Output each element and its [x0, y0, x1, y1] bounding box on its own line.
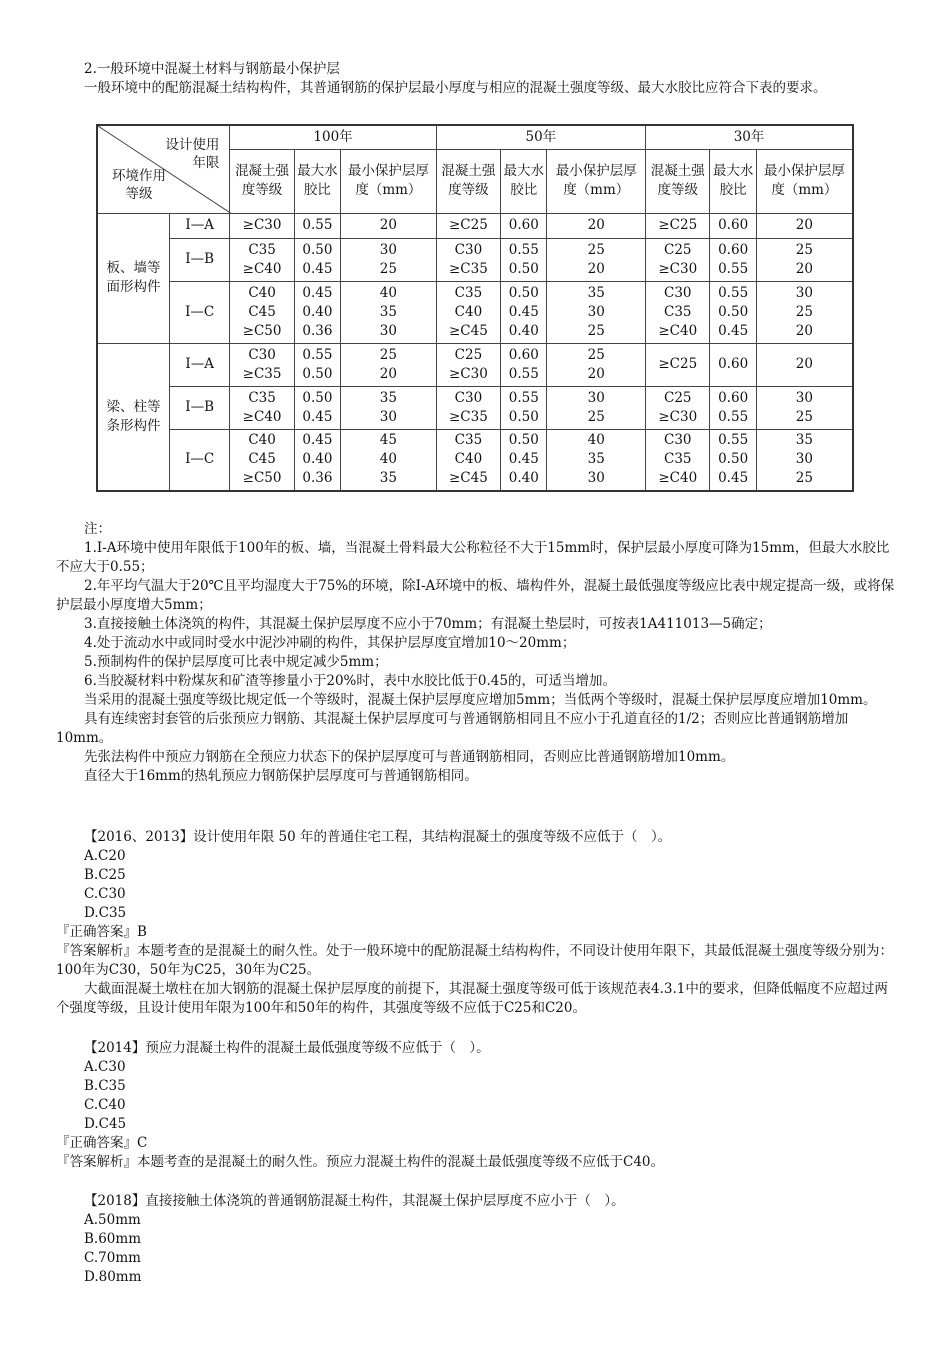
cell-line: C35 [248, 241, 276, 258]
question-option: B.C25 [84, 867, 126, 883]
note-paragraph: 直径大于16mm的热轧预应力钢筋保护层厚度可与普通钢筋相同。 [84, 768, 478, 784]
cell-line: ≥C45 [449, 470, 488, 487]
table-row [97, 213, 853, 238]
value-cell [501, 213, 547, 238]
cell-line: 0.50 [302, 365, 333, 382]
cell-line: 0.55 [302, 346, 333, 363]
value-cell [294, 386, 340, 429]
question-option: D.80mm [84, 1269, 142, 1285]
cell-line: C25 [664, 241, 692, 258]
cell-line: 0.45 [302, 408, 333, 425]
value-cell [756, 281, 853, 343]
cell-line: ≥C50 [242, 470, 282, 487]
correct-answer: 『正确答案』B [56, 924, 147, 940]
question-option: C.C40 [84, 1097, 126, 1113]
value-cell [436, 343, 500, 386]
cell-line: 0.40 [508, 322, 539, 339]
cell-line: 0.45 [508, 451, 539, 468]
notes-title: 注： [84, 521, 111, 537]
value-cell [547, 429, 646, 491]
note-item: 4.处于流动水中或同时受水中泥沙冲刷的构件，其保护层厚度宜增加10～20mm； [84, 635, 576, 651]
period-header: 30年 [646, 125, 853, 149]
value-cell [756, 429, 853, 491]
value-cell [710, 238, 756, 281]
question-option: A.C20 [84, 848, 126, 864]
table-row [97, 343, 853, 386]
value-cell [710, 386, 756, 429]
value-cell [710, 429, 756, 491]
cell-line: 0.50 [508, 260, 539, 277]
cell-line: C45 [248, 451, 276, 468]
value-cell [756, 213, 853, 238]
note-item: 6.当胶凝材料中粉煤灰和矿渣等掺量小于20%时，表中水胶比低于0.45的，可适当增加。 [84, 673, 616, 689]
cell-line: 0.60 [718, 356, 749, 372]
answer-analysis: 『答案解析』本题考查的是混凝土的耐久性。处于一般环境中的配筋混凝土结构构件，不同设计使用年限下，其最低混凝土强度等级分别为：100年为C30，50年为C25，30年为C25。 [56, 943, 893, 978]
question-stem: 【2016、2013】设计使用年限 50 年的普通住宅工程，其结构混凝土的强度等级不应低于（ ）。 [84, 829, 672, 845]
cell-line: 0.45 [718, 322, 749, 339]
cell-line: 0.36 [302, 470, 333, 487]
note-item: 3.直接接触土体浇筑的构件，其混凝土保护层厚度不应小于70mm；有混凝土垫层时，可按表1A411013—5确定； [84, 616, 772, 632]
cell-line: C45 [248, 303, 276, 320]
cell-line: 35 [795, 432, 813, 449]
cell-line: 30 [379, 408, 397, 425]
value-cell [436, 386, 500, 429]
value-cell [547, 343, 646, 386]
cell-line: 0.55 [302, 217, 333, 233]
cell-line: C35 [664, 451, 692, 468]
cell-line: C35 [454, 284, 483, 301]
cell-line: C30 [664, 432, 692, 449]
cell-line: ≥C45 [449, 322, 488, 339]
period-header: 50年 [436, 125, 645, 149]
question-stem: 【2018】直接接触土体浇筑的普通钢筋混凝土构件，其混凝土保护层厚度不应小于（ ）。 [84, 1193, 625, 1209]
cell-line: 0.60 [508, 346, 539, 363]
cell-line: 30 [587, 389, 605, 406]
cell-line: 20 [379, 365, 397, 382]
cell-line: C40 [454, 451, 483, 468]
cell-line: 0.45 [508, 303, 539, 320]
cell-line: 0.45 [302, 284, 333, 301]
cell-line: 0.55 [508, 389, 539, 406]
note-item: 1.I-A环境中使用年限低于100年的板、墙，当混凝土骨料最大公称粒径不大于15mm时，保护层最小厚度可降为15mm，但最大水胶比不应大于0.55； [56, 540, 890, 575]
cell-line: 0.50 [508, 284, 539, 301]
value-cell [547, 213, 646, 238]
cell-line: 30 [795, 284, 813, 301]
cell-line: 0.55 [508, 365, 539, 382]
cell-line: C30 [454, 241, 483, 258]
cell-line: 20 [587, 260, 605, 277]
value-cell [646, 238, 710, 281]
question-option: A.50mm [84, 1212, 141, 1228]
value-cell [646, 281, 710, 343]
table-row [97, 281, 853, 343]
cell-line: 0.50 [718, 451, 749, 468]
table-row [97, 386, 853, 429]
answer-extra: 大截面混凝土墩柱在加大钢筋的混凝土保护层厚度的前提下，其混凝土强度等级可低于该规范表4.3.1中的要求，但降低幅度不应超过两个强度等级，且设计使用年限为100年和50年的构件，其强度等级不应低于C25和C20。 [56, 981, 888, 1016]
member-type-cell: 梁、柱等条形构件 [97, 343, 169, 491]
grade-cell: I—C [169, 429, 229, 491]
value-cell [230, 429, 294, 491]
grade-cell: I—C [169, 281, 229, 343]
cell-line: 0.55 [718, 260, 749, 277]
value-cell [230, 213, 294, 238]
cell-line: 30 [379, 322, 397, 339]
sub-header: 最大水胶比 [294, 149, 340, 213]
question-option: B.C35 [84, 1078, 126, 1094]
cell-line: 0.40 [302, 451, 333, 468]
cell-line: 0.55 [508, 241, 539, 258]
value-cell [341, 213, 437, 238]
cell-line: 35 [379, 303, 397, 320]
cell-line: ≥C40 [242, 260, 282, 277]
value-cell [230, 343, 294, 386]
cell-line: C35 [454, 432, 483, 449]
table-corner [97, 125, 230, 213]
cell-line: 35 [587, 451, 605, 468]
value-cell [294, 343, 340, 386]
value-cell [547, 281, 646, 343]
value-cell [341, 429, 437, 491]
cell-line: ≥C40 [658, 470, 698, 487]
value-cell [436, 281, 500, 343]
question-option: D.C35 [84, 905, 127, 921]
cell-line: 0.50 [718, 303, 749, 320]
value-cell [341, 281, 437, 343]
cell-line: 0.55 [718, 408, 749, 425]
value-cell [294, 429, 340, 491]
cell-line: C40 [248, 432, 276, 449]
cell-line: 25 [587, 241, 605, 258]
note-item: 5.预制构件的保护层厚度可比表中规定减少5mm； [84, 654, 388, 670]
cell-line: C40 [454, 303, 483, 320]
cell-line: ≥C30 [449, 365, 488, 382]
cell-line: ≥C25 [658, 217, 698, 233]
value-cell [501, 429, 547, 491]
value-cell [436, 238, 500, 281]
cell-line: 25 [795, 408, 813, 425]
value-cell [710, 213, 756, 238]
cell-line: 20 [795, 260, 813, 277]
cell-line: ≥C40 [242, 408, 282, 425]
value-cell [756, 386, 853, 429]
sub-header: 最小保护层厚度（mm） [756, 149, 853, 213]
question-option: B.60mm [84, 1231, 141, 1247]
cell-line: C40 [248, 284, 276, 301]
cell-line: 45 [379, 432, 397, 449]
grade-cell: I—A [169, 213, 229, 238]
value-cell [646, 429, 710, 491]
cell-line: 40 [379, 284, 397, 301]
question-option: D.C45 [84, 1116, 127, 1132]
value-cell [294, 281, 340, 343]
cell-line: 20 [795, 356, 813, 372]
value-cell [341, 343, 437, 386]
cell-line: ≥C30 [658, 408, 698, 425]
value-cell [294, 213, 340, 238]
cell-line: 0.50 [302, 241, 333, 258]
cell-line: 0.45 [302, 432, 333, 449]
question-stem: 【2014】预应力混凝土构件的混凝土最低强度等级不应低于（ ）。 [84, 1040, 490, 1056]
question-block [56, 828, 898, 1018]
cell-line: 0.36 [302, 322, 333, 339]
value-cell [501, 343, 547, 386]
cell-line: 20 [587, 365, 605, 382]
question-block [56, 1192, 898, 1287]
cell-line: 0.45 [302, 260, 333, 277]
question-option: C.70mm [84, 1250, 141, 1266]
cell-line: C35 [248, 389, 276, 406]
cell-line: 35 [587, 284, 605, 301]
value-cell [547, 238, 646, 281]
grade-cell: I—A [169, 343, 229, 386]
cell-line: 0.40 [302, 303, 333, 320]
value-cell [341, 238, 437, 281]
value-cell [646, 386, 710, 429]
cell-line: 25 [379, 260, 397, 277]
cell-line: 25 [587, 322, 605, 339]
value-cell [294, 238, 340, 281]
cell-line: 0.40 [508, 470, 539, 487]
grade-cell: I—B [169, 238, 229, 281]
cell-line: 25 [587, 346, 605, 363]
table-body [97, 213, 853, 491]
cell-line: 0.60 [718, 217, 749, 233]
cell-line: 0.55 [718, 432, 749, 449]
cell-line: 40 [587, 432, 605, 449]
cell-line: ≥C25 [449, 217, 488, 233]
note-item: 2.年平均气温大于20℃且平均湿度大于75%的环境，除I-A环境中的板、墙构件外，混凝土最低强度等级应比表中规定提高一级，或将保护层最小厚度增大5mm； [56, 578, 895, 613]
cell-line: 35 [379, 470, 397, 487]
section-heading: 2.一般环境中混凝土材料与钢筋最小保护层 [84, 61, 340, 77]
value-cell [710, 281, 756, 343]
correct-answer: 『正确答案』C [56, 1135, 148, 1151]
value-cell [501, 281, 547, 343]
cell-line: 30 [587, 470, 605, 487]
note-paragraph: 先张法构件中预应力钢筋在全预应力状态下的保护层厚度可与普通钢筋相同，否则应比普通钢筋增加10mm。 [84, 749, 735, 765]
answer-analysis: 『答案解析』本题考查的是混凝土的耐久性。预应力混凝土构件的混凝土最低强度等级不应低于C40。 [56, 1154, 665, 1170]
cell-line: 0.50 [508, 432, 539, 449]
value-cell [341, 386, 437, 429]
cell-line: 25 [587, 408, 605, 425]
cell-line: 20 [587, 217, 605, 233]
cell-line: 0.60 [718, 241, 749, 258]
table-row [97, 429, 853, 491]
cell-line: C25 [454, 346, 483, 363]
question-option: A.C30 [84, 1059, 126, 1075]
value-cell [756, 238, 853, 281]
note-paragraph: 当采用的混凝土强度等级比规定低一个等级时，混凝土保护层厚度应增加5mm；当低两个等级时，混凝土保护层厚度应增加10mm。 [84, 692, 877, 708]
cell-line: ≥C30 [658, 260, 698, 277]
question-option: C.C30 [84, 886, 126, 902]
notes [56, 520, 898, 786]
cell-line: 0.50 [508, 408, 539, 425]
value-cell [756, 343, 853, 386]
sub-header: 混凝土强度等级 [230, 149, 294, 213]
corner-top-label: 设计使用 年限 [165, 137, 220, 171]
cell-line: 0.60 [718, 389, 749, 406]
cell-line: 0.50 [302, 389, 333, 406]
cell-line: ≥C30 [242, 217, 282, 233]
cell-line: ≥C25 [658, 356, 698, 372]
cell-line: ≥C50 [242, 322, 282, 339]
sub-header: 最小保护层厚度（mm） [341, 149, 437, 213]
cell-line: 25 [795, 470, 813, 487]
cell-line: ≥C35 [449, 408, 488, 425]
cell-line: 30 [587, 303, 605, 320]
cell-line: 0.55 [718, 284, 749, 301]
cell-line: 25 [795, 241, 813, 258]
cell-line: C30 [664, 284, 692, 301]
cell-line: 20 [379, 217, 397, 233]
section-header [56, 60, 898, 98]
cell-line: ≥C35 [242, 365, 282, 382]
value-cell [230, 281, 294, 343]
question-block [56, 1039, 898, 1172]
value-cell [230, 386, 294, 429]
value-cell [547, 386, 646, 429]
value-cell [646, 213, 710, 238]
note-paragraph: 具有连续密封套管的后张预应力钢筋、其混凝土保护层厚度可与普通钢筋相同且不应小于孔道直径的1/2；否则应比普通钢筋增加10mm。 [56, 711, 849, 746]
cell-line: 40 [379, 451, 397, 468]
cell-line: C30 [248, 346, 276, 363]
value-cell [710, 343, 756, 386]
cell-line: ≥C35 [449, 260, 488, 277]
cell-line: 25 [379, 346, 397, 363]
corner-bottom-label: 环境作用 等级 [112, 167, 166, 202]
value-cell [436, 429, 500, 491]
cell-line: 20 [795, 322, 813, 339]
cell-line: 20 [795, 217, 813, 233]
table-row [97, 238, 853, 281]
value-cell [501, 238, 547, 281]
cover-table [96, 124, 854, 492]
value-cell [230, 238, 294, 281]
grade-cell: I—B [169, 386, 229, 429]
intro-paragraph: 一般环境中的配筋混凝土结构构件，其普通钢筋的保护层最小厚度与相应的混凝土强度等级、最大水胶比应符合下表的要求。 [84, 80, 827, 96]
value-cell [501, 386, 547, 429]
period-header: 100年 [230, 125, 436, 149]
cell-line: C25 [664, 389, 692, 406]
sub-header: 混凝土强度等级 [436, 149, 500, 213]
cell-line: 0.60 [508, 217, 539, 233]
cell-line: C30 [454, 389, 483, 406]
cell-line: C35 [664, 303, 692, 320]
cell-line: 30 [795, 451, 813, 468]
cell-line: 25 [795, 303, 813, 320]
cell-line: 30 [379, 241, 397, 258]
value-cell [436, 213, 500, 238]
member-type-cell: 板、墙等面形构件 [97, 213, 169, 343]
sub-header: 最小保护层厚度（mm） [547, 149, 646, 213]
sub-header: 混凝土强度等级 [646, 149, 710, 213]
sub-header: 最大水胶比 [501, 149, 547, 213]
sub-header: 最大水胶比 [710, 149, 756, 213]
cell-line: 35 [379, 389, 397, 406]
cell-line: 0.45 [718, 470, 749, 487]
cell-line: ≥C40 [658, 322, 698, 339]
cell-line: 30 [795, 389, 813, 406]
value-cell [646, 343, 710, 386]
